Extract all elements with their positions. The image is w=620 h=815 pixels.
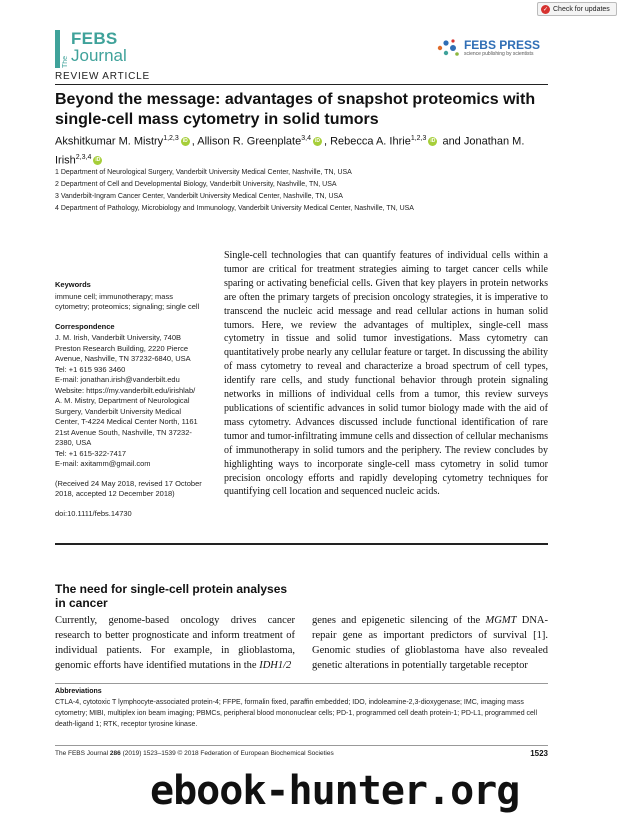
orcid-icon[interactable]: iD [430,138,436,145]
author-name: Allison R. Greenplate [197,135,302,148]
correspondence-line: 21st Avenue South, Nashville, TN 37232- [55,427,192,437]
correspondence-line: A. M. Mistry, Department of Neurological [55,396,190,405]
febs-press-logo [436,38,540,58]
abbreviations-text: CTLA-4, cytotoxic T lymphocyte-associated protein-4; FFPE, formalin fixed, paraffin embedded; IDO, indoleamine-2,3-dioxygenase; IMC, imaging mass cytometry; MIBI, multiplex ion beam imaging; PBMCs, peripheral blood mononuclear cells; PD-1, programmed cell death protein-1; PD-L1, programmed cell death-ligand 1; RTK, receptor tyrosine kinase. [55,699,538,728]
check-for-updates-label: Check for updates [553,5,610,13]
check-for-updates-button[interactable] [537,2,617,16]
correspondence-line: Preston Research Building, 2220 Pierce [55,343,188,353]
article-sidebar [55,280,213,528]
logo-the: The [62,55,69,68]
page-footer: The FEBS Journal 286 (2019) 1523–1539 © 2018 Federation of European Biochemical Societies [55,750,334,757]
affiliation-item: 3 Vanderbilt-Ingram Cancer Center, Vanderbilt University Medical Center, Nashville, TN, USA [55,193,343,200]
author-affil-sup: 1,2,3 [410,135,427,142]
abbreviations-block [55,686,548,730]
body-text: DNA-repair gene as important predictors of survival [1]. Genomic studies of glioblastoma have also revealed genetic alterations in potentially targetable receptor [312,615,548,671]
affiliations [55,167,555,215]
article-type: REVIEW ARTICLE [55,71,150,82]
keywords-heading: Keywords [55,280,91,289]
author-list: Akshitkumar M. Mistry$^{1,2,3}$ iD , Allison R. Greenplate$^{3,4}$ iD , Rebecca A. Ihrie$^{1,2,3}$ iD and Jonathan M. Irish$^{2,3,4}$ iD [55,135,525,167]
febs-press-tagline: science publishing by scientists [463,50,534,57]
author-name: Rebecca A. Ihrie [330,135,411,148]
keywords-block [55,280,213,313]
watermark: ebook-hunter.org [150,768,520,814]
correspondence-email-link[interactable]: E-mail: jonathan.irish@vanderbilt.edu [55,375,180,384]
correspondence-line: Tel: +1 615-322-7417 [55,448,127,458]
header-divider [55,84,548,85]
footer-divider [55,745,548,746]
article-title: Beyond the message: advantages of snapshot proteomics with single-cell mass cytometry in solid tumors [55,91,536,128]
affiliation-item: 1 Department of Neurological Surgery, Vanderbilt University Medical Center, Nashville, TN, USA [55,169,352,176]
correspondence-line: Tel: +1 615 936 3460 [55,364,126,374]
body-text: genes and epigenetic silencing of the [312,615,486,626]
correspondence-line: J. M. Irish, Vanderbilt University, 740B [55,333,182,342]
abstract-divider [55,543,548,545]
author-name: Akshitkumar M. Mistry [55,135,164,148]
febs-journal-logo [55,30,140,68]
abbreviations-heading: Abbreviations [55,688,102,695]
logo-febs: FEBS [71,29,118,48]
logo-bar [55,30,60,68]
author-affil-sup: 2,3,4 [75,153,92,161]
correspondence-line: 2380, USA [55,438,92,447]
received-line: 2018, accepted 12 December 2018) [55,489,175,498]
febs-press-dots-icon [436,38,460,58]
affiliation-item: 4 Department of Pathology, Microbiology and Immunology, Vanderbilt University Medical Center, Nashville, TN, USA [55,205,414,212]
crossmark-icon: ✓ [542,6,549,13]
orcid-icon[interactable]: iD [314,138,320,145]
abbreviations-divider [55,683,548,684]
body-text: Currently, genome-based oncology drives cancer research to better prognosticate and inform treatment of individual patients. For example, in glioblastoma, genomic efforts have identified mutations in the [55,615,295,671]
affiliation-item: 2 Department of Cell and Developmental Biology, Vanderbilt University, Nashville, TN, USA [55,181,337,188]
doi-link[interactable]: doi:10.1111/febs.14730 [55,508,132,518]
author-affil-sup: 3,4 [301,135,311,142]
correspondence-line: Avenue, Nashville, TN 37232-6840, USA [55,354,191,363]
orcid-icon[interactable]: iD [95,156,101,163]
body-column-right [312,613,548,673]
author-affil-sup: 1,2,3 [163,135,179,142]
logo-journal: Journal [71,46,127,65]
abstract: Single-cell technologies that can quantify features of individual cells within a tumor are critical for treatment strategies aiming to target cancer cells while sparing or activating beneficial cells. Given that key players in protein networks are often the primary targets of precision oncology strategies, it is imperative to transcend the nucleic acid message and read cellular actions in human solid tumors. Here, we review the advantages of multiplex, single-cell mass cytometry in tissue and solid tumor investigations. Mass cytometry can quantitatively probe nearly any cellular feature or target. In discussing the ability of mass cytometry to reveal and characterize a broad spectrum of cell types, identify rare cells, and study functional behavior through protein signaling networks in millions of individual cells from a tumor, this review surveys publications of scientific advances in solid tumor biology made with the aid of mass cytometry. Advances discussed include functional identification of rare tumor and tumor-infiltrating immune cells and dissection of cellular mechanisms of immunotherapy in solid tumors and the periphery. The review concludes by highlighting ways to incorporate single-cell mass cytometry in solid tumor precision oncology efforts and rapidly developing cytometry techniques for quantifying cell location and sequenced nucleic acids. [224,250,548,498]
gene-name: IDH1/2 [259,660,292,671]
author-name: Jonathan M. Irish [55,135,525,167]
correspondence-email-link[interactable]: E-mail: axitamm@gmail.com [55,459,151,468]
orcid-icon[interactable]: iD [182,138,188,145]
volume-number: 286 [109,750,121,757]
page-number: 1523 [530,749,548,758]
keywords-line: cytometry; proteomics; signaling; single cell [55,302,200,311]
correspondence-line: Surgery, Vanderbilt University Medical [55,406,182,416]
section-heading: The need for single-cell protein analyses in cancer [55,582,288,610]
correspondence-line: Center, T-4224 Medical Center North, 1161 [55,417,198,426]
correspondence-heading: Correspondence [55,321,115,331]
received-dates [55,479,213,500]
body-column-left [55,613,295,673]
gene-name: MGMT [485,615,517,626]
correspondence-website-link[interactable]: Website: https://my.vanderbilt.edu/irishlab/ [55,385,196,395]
correspondence-block [55,322,213,470]
febs-press-name: FEBS PRESS [463,38,540,53]
received-line: (Received 24 May 2018, revised 17 October [55,478,202,488]
keywords-line: immune cell; immunotherapy; mass [55,291,173,301]
